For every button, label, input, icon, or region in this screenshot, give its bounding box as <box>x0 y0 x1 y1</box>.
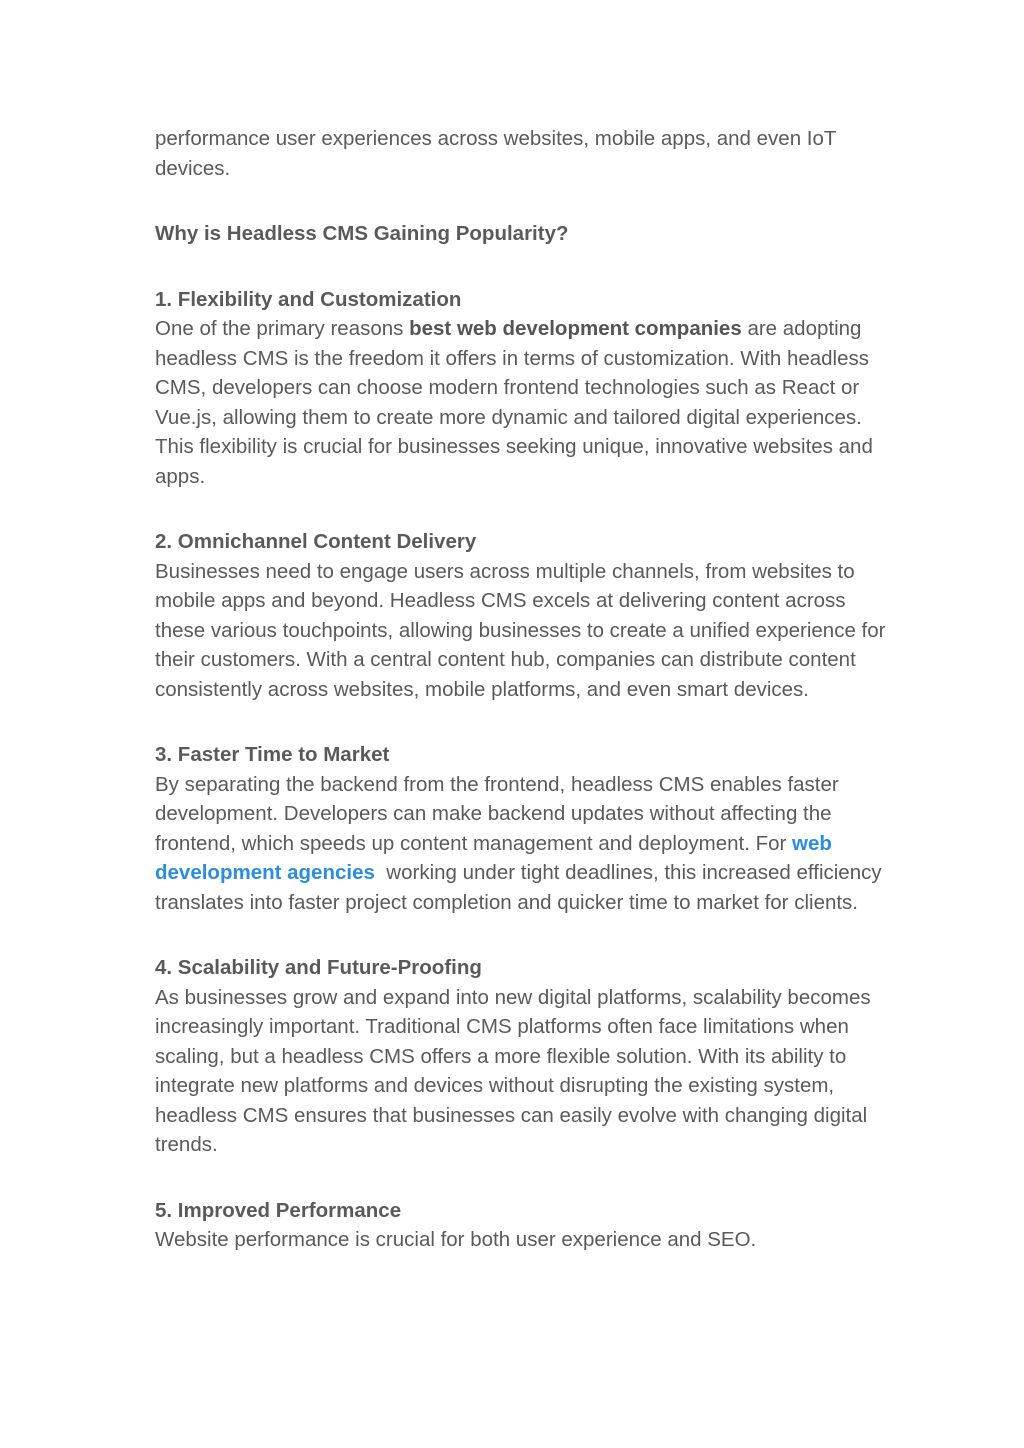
section-performance <box>155 1196 895 1255</box>
section-time-to-market <box>155 740 895 917</box>
intro-paragraph: performance user experiences across websites, mobile apps, and even IoT devices. <box>155 127 837 180</box>
section-body: Website performance is crucial for both user experience and SEO. <box>155 1228 757 1251</box>
body-text: are adopting headless CMS is the freedom it offers in terms of customization. With headless CMS, developers can choose modern frontend technologies such as React or Vue.js, allowing them to create more dynamic and tailored digital experiences. This flexibility is crucial for businesses seeking unique, innovative websites and apps. <box>155 317 873 488</box>
section-title: 3. Faster Time to Market <box>155 743 390 766</box>
why-heading: Why is Headless CMS Gaining Popularity? <box>155 222 569 245</box>
section-title: 2. Omnichannel Content Delivery <box>155 530 477 553</box>
section-title: 4. Scalability and Future-Proofing <box>155 956 482 979</box>
section-body: Businesses need to engage users across multiple channels, from websites to mobile apps and beyond. Headless CMS excels at delivering content across these various touchpoints, allowing businesses to create a unified experience for their customers. With a central content hub, companies can distribute content consistently across websites, mobile platforms, and even smart devices. <box>155 559 886 701</box>
body-text: By separating the backend from the frontend, headless CMS enables faster development. Developers can make backend updates without affecting the frontend, which speeds up content management and deployment. For <box>155 772 839 855</box>
section-title: 5. Improved Performance <box>155 1198 402 1222</box>
web-development-agencies-link[interactable]: web development agencies <box>155 831 832 884</box>
document-page <box>155 124 895 1255</box>
section-title: 1. Flexibility and Customization <box>155 287 462 311</box>
section-body <box>155 314 895 491</box>
bold-phrase: best web development companies <box>409 317 742 340</box>
section-body <box>155 770 895 918</box>
body-text: One of the primary reasons <box>155 317 410 340</box>
section-body: As businesses grow and expand into new digital platforms, scalability becomes increasingly important. Traditional CMS platforms often face limitations when scaling, but a headless CMS offers a more flexible solution. With its ability to integrate new platforms and devices without disrupting the existing system, headless CMS ensures that businesses can easily evolve with changing digital trends. <box>155 985 871 1156</box>
section-scalability <box>155 953 895 1160</box>
section-omnichannel <box>155 527 895 704</box>
section-flexibility <box>155 285 895 492</box>
body-text: working under tight deadlines, this increased efficiency translates into faster project completion and quicker time to market for clients. <box>155 861 888 914</box>
